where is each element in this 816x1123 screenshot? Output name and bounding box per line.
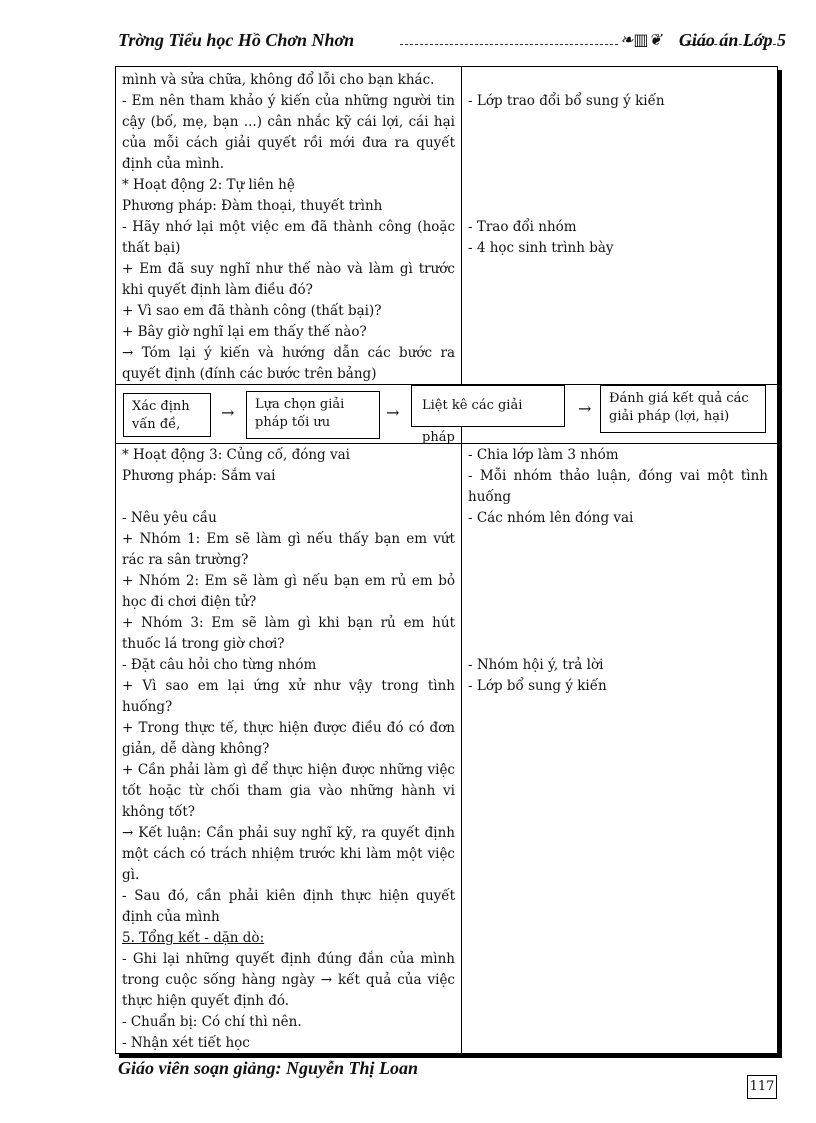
text-line: + Nhóm 1: Em sẽ làm gì nếu thấy bạn em vứt rác ra sân trường? [122,531,455,568]
book-ornament-icon: ❧▥❦ [620,30,662,49]
column-divider [461,66,462,1053]
text-line: + Em đã suy nghĩ như thế nào và làm gì trước khi quyết định làm điều đó? [122,261,455,298]
text-line: - Nhận xét tiết học [122,1035,250,1051]
student-activities-bottom [468,445,768,529]
student-activity: - 4 học sinh trình bày [468,240,614,256]
student-activity: - Các nhóm lên đóng vai [468,510,634,526]
teacher-activities-bottom [122,445,455,1054]
text-line: - Ghi lại những quyết định đúng đắn của mình trong cuộc sống hàng ngày → kết quả của việc thực hiện quyết định đó. [122,951,455,1009]
page-number: 117 [747,1075,777,1099]
teacher-name: Giáo viên soạn giảng: Nguyễn Thị Loan [118,1058,419,1078]
student-activity: - Trao đổi nhóm [468,219,577,235]
arrow-right-icon: → [386,403,400,422]
text-line: + Vì sao em đã thành công (thất bại)? [122,303,382,319]
student-activity: - Chia lớp làm 3 nhóm [468,447,619,463]
arrow-right-icon: → [578,399,592,418]
text-line: + Nhóm 2: Em sẽ làm gì nếu bạn em rủ em bỏ học đi chơi điện tử? [122,573,455,610]
arrow-right-icon: → [221,403,235,422]
activity-heading: * Hoạt động 2: Tự liên hệ [122,177,295,193]
student-activities-bottom-2 [468,655,768,697]
header-divider [400,44,618,45]
text-line: - Sau đó, cần phải kiên định thực hiện quyết định của mình [122,888,455,925]
section-heading: 5. Tổng kết - dặn dò: [122,930,265,946]
student-activity: - Mỗi nhóm thảo luận, đóng vai một tình huống [468,468,768,505]
student-activity: - Nhóm hội ý, trả lời [468,657,604,673]
text-line: + Bây giờ nghĩ lại em thấy thế nào? [122,324,367,340]
text-line: + Nhóm 3: Em sẽ làm gì khi bạn rủ em hút thuốc lá trong giờ chơi? [122,615,455,652]
text-line: mình và sửa chữa, không đổ lỗi cho bạn khác. [122,72,435,88]
method-line: Phương pháp: Đàm thoại, thuyết trình [122,198,383,214]
text-line: + Vì sao em lại ứng xử như vậy trong tình huống? [122,678,455,715]
page-header [118,30,786,60]
text-line: - Hãy nhớ lại một việc em đã thành công (hoặc thất bại) [122,219,455,256]
text-line: + Trong thực tế, thực hiện được điều đó có đơn giản, dễ dàng không? [122,720,455,757]
student-activity: - Lớp trao đổi bổ sung ý kiến [468,93,665,109]
activity-heading: * Hoạt động 3: Củng cố, đóng vai [122,447,350,463]
text-line: → Tóm lại ý kiến và hướng dẫn các bước ra quyết định (đính các bước trên bảng) [122,345,455,382]
school-name: Trờng Tiểu học Hồ Chơn Nhơn [118,30,355,50]
grade-label: Giáo án Lớp 5 [678,30,786,50]
method-line: Phương pháp: Sắm vai [122,468,276,484]
text-line: - Em nên tham khảo ý kiến của những người tin cậy (bố, mẹ, bạn ...) cân nhắc kỹ cái lợi, cái hại của mỗi cách giải quyết rồi mới đưa ra quyết định của mình. [122,93,455,172]
flow-step-3: Liệt kê các giải pháp [411,385,565,427]
teacher-activities-top [122,70,455,385]
flow-step-1: Xác định vấn đề, [123,393,211,437]
text-line: - Đặt câu hỏi cho từng nhóm [122,657,317,673]
text-line: → Kết luận: Cần phải suy nghĩ kỹ, ra quyết định một cách có trách nhiệm trước khi làm một việc gì. [122,825,455,883]
text-line: - Nêu yêu cầu [122,510,217,526]
text-line: - Chuẩn bị: Có chí thì nên. [122,1014,302,1030]
flow-step-2: Lựa chọn giải pháp tối ưu [246,391,380,439]
flow-step-4: Đánh giá kết quả các giải pháp (lợi, hại) [600,385,766,433]
student-activity: - Lớp bổ sung ý kiến [468,678,607,694]
text-line: + Cần phải làm gì để thực hiện được những việc tốt hoặc từ chối tham gia vào những hành vi không tốt? [122,762,455,820]
